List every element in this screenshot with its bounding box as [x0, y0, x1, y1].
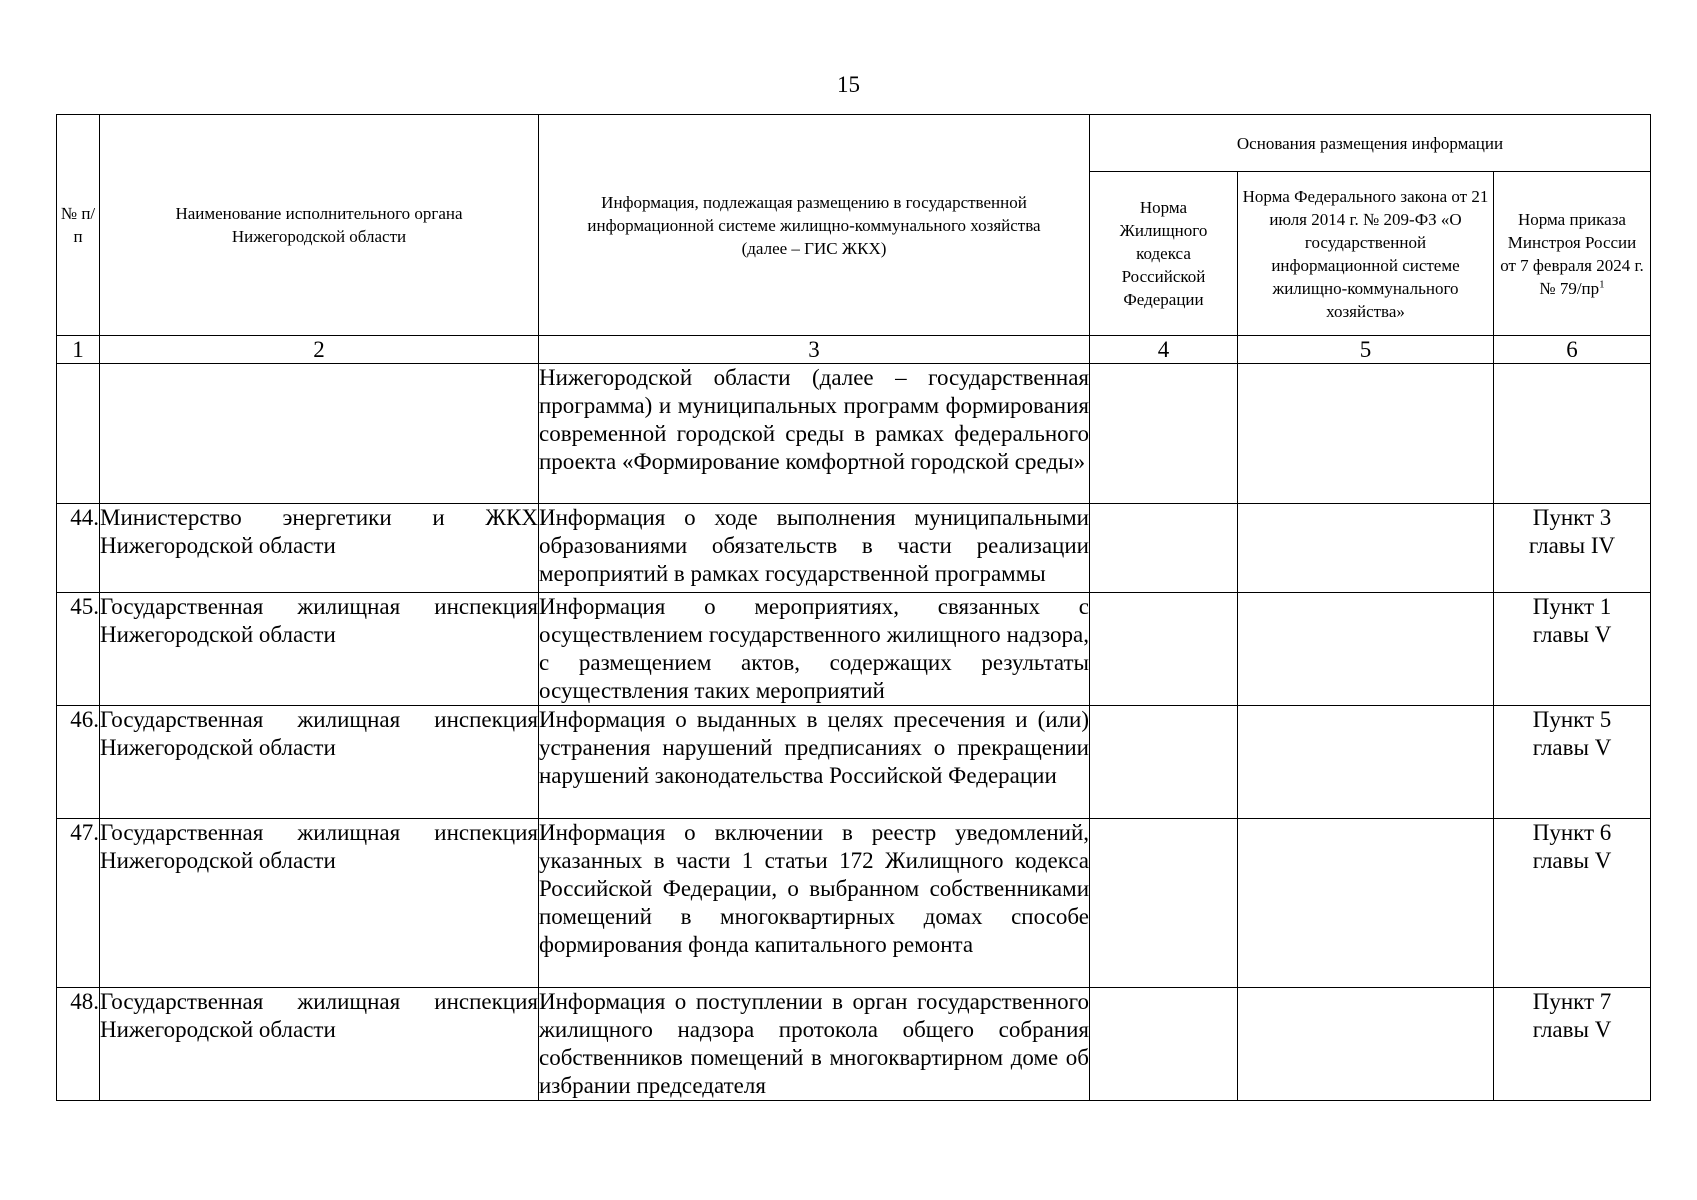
row-federal-law [1238, 819, 1494, 988]
row-org: Государственная жилищная инспекция Нижегородской области [100, 988, 539, 1101]
row-number: 47. [57, 819, 100, 988]
column-number: 5 [1238, 336, 1494, 364]
header-order-text: Норма приказа Минстроя России от 7 февраля 2024 г. № 79/пр [1500, 209, 1644, 298]
row-info: Информация о мероприятиях, связанных с осуществлением государственного жилищного надзора, с размещением актов, содержащих результаты осуществления таких мероприятий [539, 593, 1090, 706]
row-number: 45. [57, 593, 100, 706]
row-number: 48. [57, 988, 100, 1101]
row-org: Государственная жилищная инспекция Нижегородской области [100, 819, 539, 988]
column-number: 4 [1090, 336, 1238, 364]
row-info: Информация о включении в реестр уведомлений, указанных в части 1 статьи 172 Жилищного кодекса Российской Федерации, о выбранном собственниками помещений в многоквартирных домах способе формирования фонда капитального ремонта [539, 819, 1090, 988]
order-chapter: главы V [1532, 1017, 1612, 1042]
table-row [57, 593, 1651, 706]
order-chapter: главы V [1532, 735, 1612, 760]
order-point: Пункт 7 [1532, 989, 1612, 1014]
row-order [1494, 593, 1651, 706]
row-info: Информация о ходе выполнения муниципальными образованиями обязательств в части реализации мероприятий в рамках государственной программы [539, 504, 1090, 593]
table-row [57, 364, 1651, 504]
row-org: Министерство энергетики и ЖКХ Нижегородской области [100, 504, 539, 593]
table-row [57, 988, 1651, 1101]
order-chapter: главы IV [1528, 533, 1616, 558]
row-number: 46. [57, 706, 100, 819]
header-housing-code: Норма Жилищного кодекса Российской Федерации [1090, 172, 1238, 336]
header-num: № п/п [57, 115, 100, 336]
column-number: 1 [57, 336, 100, 364]
row-number [57, 364, 100, 504]
column-number: 2 [100, 336, 539, 364]
row-info: Нижегородской области (далее – государственная программа) и муниципальных программ формирования современной городской среды в рамках федерального проекта «Формирование комфортной городской среды» [539, 364, 1090, 504]
order-point: Пункт 3 [1532, 505, 1612, 530]
row-housing-code [1090, 364, 1238, 504]
order-chapter: главы V [1532, 622, 1612, 647]
row-housing-code [1090, 819, 1238, 988]
column-number: 6 [1494, 336, 1651, 364]
header-federal-law: Норма Федерального закона от 21 июля 2014 г. № 209-ФЗ «О государственной информационной системе жилищно-коммунального хозяйства» [1238, 172, 1494, 336]
order-point: Пункт 6 [1532, 820, 1612, 845]
table-row [57, 706, 1651, 819]
order-point: Пункт 1 [1532, 594, 1612, 619]
row-info: Информация о выданных в целях пресечения и (или) устранения нарушений предписаниях о прекращении нарушений законодательства Российской Федерации [539, 706, 1090, 819]
row-federal-law [1238, 504, 1494, 593]
row-federal-law [1238, 364, 1494, 504]
header-basis: Основания размещения информации [1090, 115, 1651, 172]
row-info: Информация о поступлении в орган государственного жилищного надзора протокола общего собрания собственников помещений в многоквартирном доме об избрании председателя [539, 988, 1090, 1101]
row-federal-law [1238, 593, 1494, 706]
row-federal-law [1238, 988, 1494, 1101]
column-numbers-row [57, 336, 1651, 364]
row-housing-code [1090, 706, 1238, 819]
header-order [1494, 172, 1651, 336]
row-housing-code [1090, 593, 1238, 706]
row-housing-code [1090, 504, 1238, 593]
row-org: Государственная жилищная инспекция Нижегородской области [100, 706, 539, 819]
row-housing-code [1090, 988, 1238, 1101]
row-order [1494, 364, 1651, 504]
row-order [1494, 819, 1651, 988]
row-org: Государственная жилищная инспекция Нижегородской области [100, 593, 539, 706]
column-number: 3 [539, 336, 1090, 364]
row-order [1494, 988, 1651, 1101]
info-placement-table [56, 114, 1651, 1101]
row-org [100, 364, 539, 504]
row-federal-law [1238, 706, 1494, 819]
header-info: Информация, подлежащая размещению в государственной информационной системе жилищно-коммунального хозяйства (далее – ГИС ЖКХ) [539, 115, 1090, 336]
row-order [1494, 504, 1651, 593]
row-order [1494, 706, 1651, 819]
order-point: Пункт 5 [1532, 707, 1612, 732]
order-chapter: главы V [1532, 848, 1612, 873]
row-number: 44. [57, 504, 100, 593]
table-row [57, 504, 1651, 593]
table-row [57, 819, 1651, 988]
footnote-marker: 1 [1599, 277, 1605, 290]
page-number: 15 [837, 72, 860, 97]
header-org: Наименование исполнительного органа Нижегородской области [100, 115, 539, 336]
